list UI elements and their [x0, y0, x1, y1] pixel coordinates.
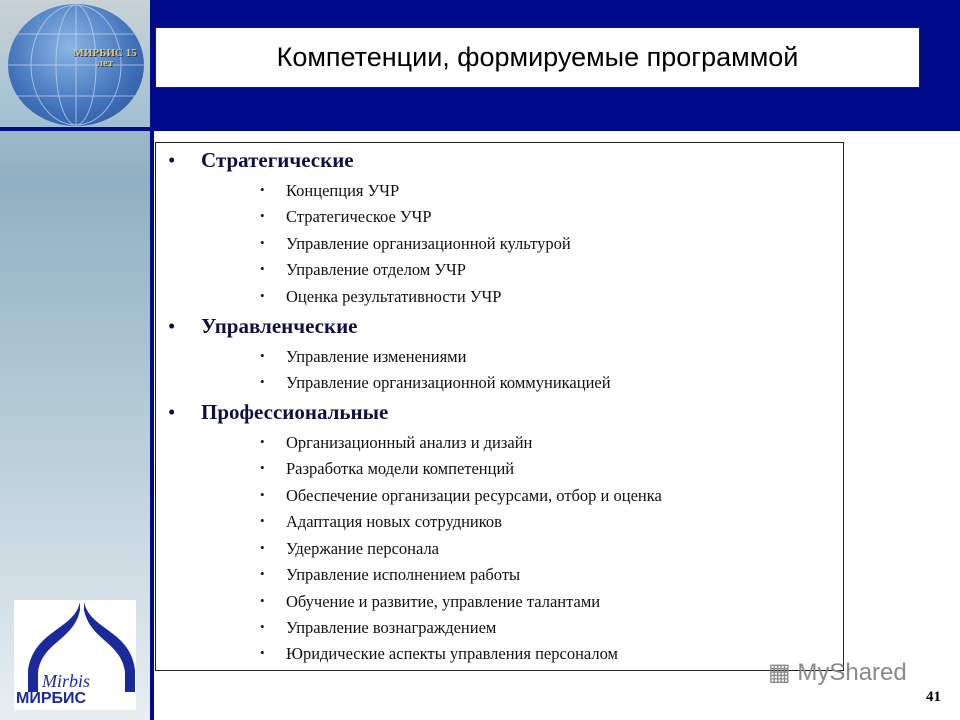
section-heading: • Стратегические	[201, 148, 354, 173]
list-item: • Юридические аспекты управления персоналом	[286, 644, 618, 664]
section-heading: • Управленческие	[201, 314, 358, 339]
watermark	[768, 658, 907, 687]
list-item: • Управление организационной коммуникацией	[286, 373, 611, 393]
watermark-text: MyShared	[797, 659, 907, 686]
list-item: • Управление вознаграждением	[286, 618, 496, 638]
mirbis-logo	[14, 600, 136, 710]
list-item: • Управление исполнением работы	[286, 565, 520, 585]
globe-logo-text: МИРБИС 15 лет	[73, 47, 137, 69]
logo-text: МИРБИС	[16, 690, 87, 707]
title-box	[155, 27, 920, 88]
divider-horizontal	[0, 127, 960, 131]
page-title: Компетенции, формируемые программой	[276, 42, 799, 72]
logo-script: Mirbis	[42, 671, 91, 691]
list-item: • Обеспечение организации ресурсами, отбор и оценка	[286, 486, 662, 506]
content-box	[155, 142, 844, 671]
list-item: • Удержание персонала	[286, 539, 439, 559]
globe-logo-area	[0, 0, 150, 128]
page-number: 41	[926, 689, 941, 705]
list-item: • Разработка модели компетенций	[286, 459, 514, 479]
list-item: • Управление изменениями	[286, 347, 466, 367]
list-item: • Адаптация новых сотрудников	[286, 512, 502, 532]
list-item: • Обучение и развитие, управление талантами	[286, 592, 600, 612]
divider-vertical	[150, 130, 154, 720]
list-item: • Управление организационной культурой	[286, 234, 571, 254]
list-item: • Оценка результативности УЧР	[286, 287, 501, 307]
globe-logo	[8, 4, 144, 126]
list-item: • Стратегическое УЧР	[286, 207, 432, 227]
section-heading: • Профессиональные	[201, 400, 388, 425]
list-item: • Концепция УЧР	[286, 181, 399, 201]
list-item: • Управление отделом УЧР	[286, 260, 466, 280]
list-item: • Организационный анализ и дизайн	[286, 433, 532, 453]
presentation-icon: ▦	[768, 659, 798, 686]
